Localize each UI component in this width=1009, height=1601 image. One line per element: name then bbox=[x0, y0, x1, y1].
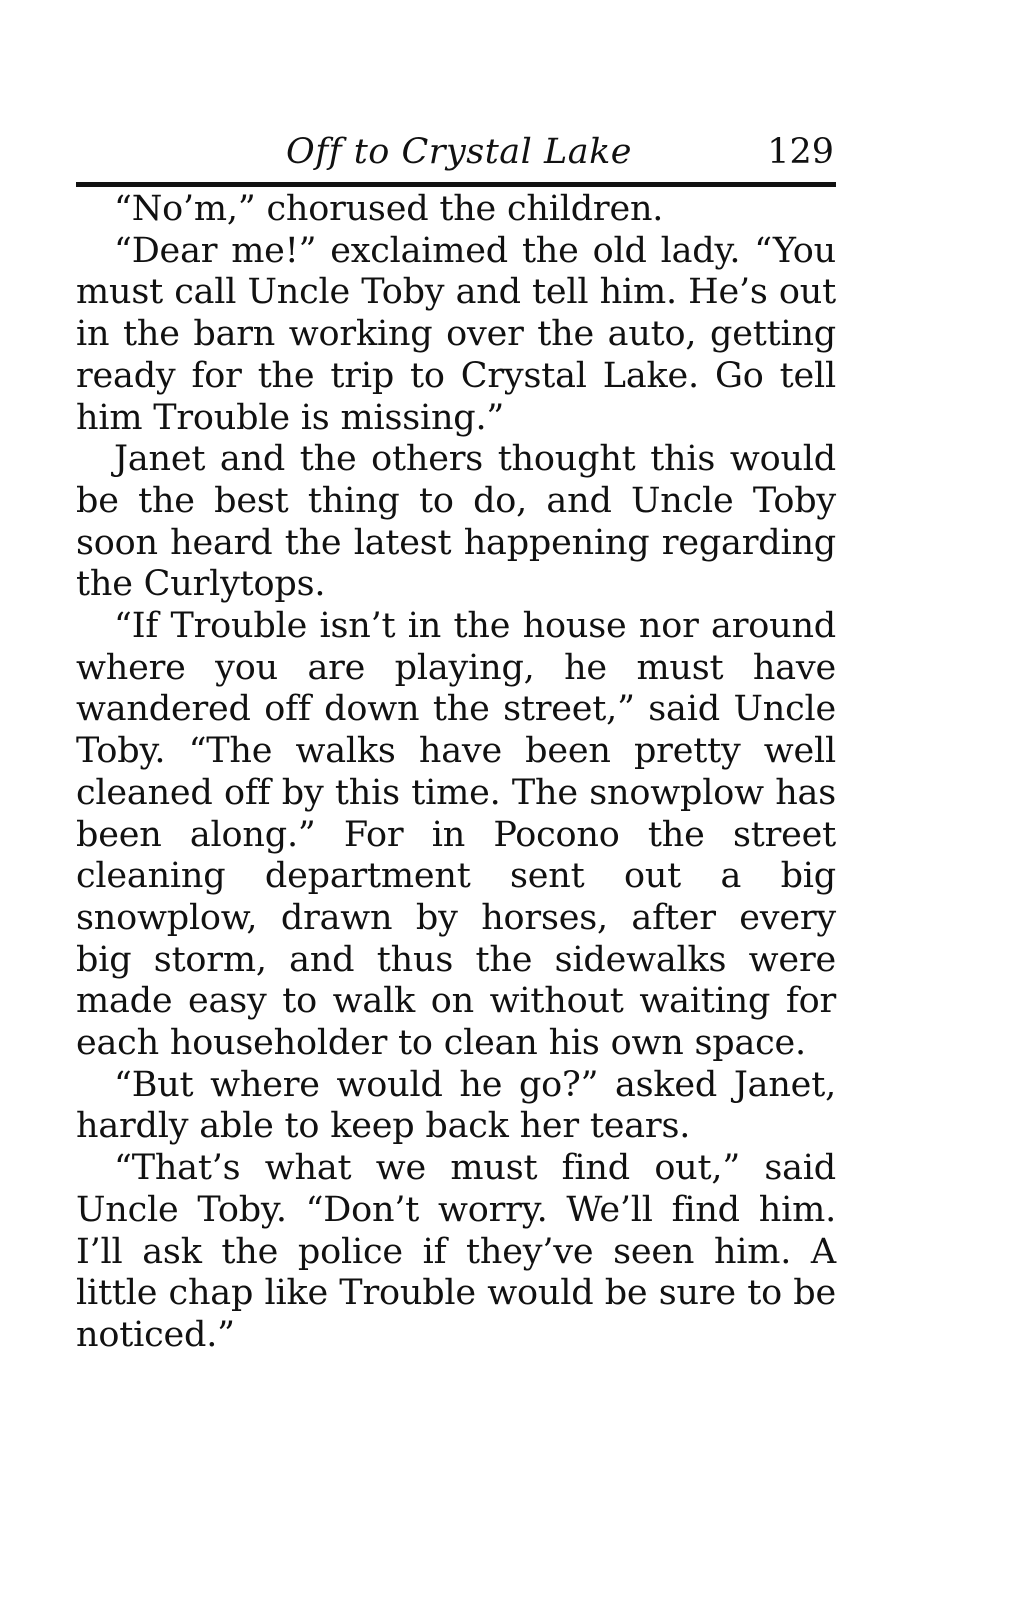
book-page bbox=[76, 128, 836, 1357]
body-text bbox=[76, 189, 836, 1357]
paragraph: Janet and the others thought this would be the best thing to do, and Uncle Toby soon heard the latest happening regarding the Curlytops. bbox=[76, 439, 836, 605]
paragraph: “If Trouble isn’t in the house nor around where you are playing, he must have wandered off down the street,” said Uncle Toby. “The walks have been pretty well cleaned off by this time. The snowplow has been along.” For in Pocono the street cleaning department sent out a big snowplow, drawn by horses, after every big storm, and thus the sidewalks were made easy to walk on without waiting for each householder to clean his own space. bbox=[76, 606, 836, 1064]
header-rule bbox=[76, 182, 836, 187]
paragraph: “Dear me!” exclaimed the old lady. “You must call Uncle Toby and tell him. He’s out in the barn working over the auto, getting ready for the trip to Crystal Lake. Go tell him Trouble is missing.” bbox=[76, 230, 836, 438]
running-head bbox=[76, 128, 836, 178]
paragraph: “But where would he go?” asked Janet, hardly able to keep back her tears. bbox=[76, 1064, 836, 1147]
running-title: Off to Crystal Lake bbox=[286, 132, 633, 172]
page-number: 129 bbox=[767, 132, 834, 172]
paragraph: “That’s what we must find out,” said Uncle Toby. “Don’t worry. We’ll find him. I’ll ask the police if they’ve seen him. A little chap like Trouble would be sure to be noticed.” bbox=[76, 1148, 836, 1355]
paragraph: “No’m,” chorused the children. bbox=[114, 189, 664, 229]
